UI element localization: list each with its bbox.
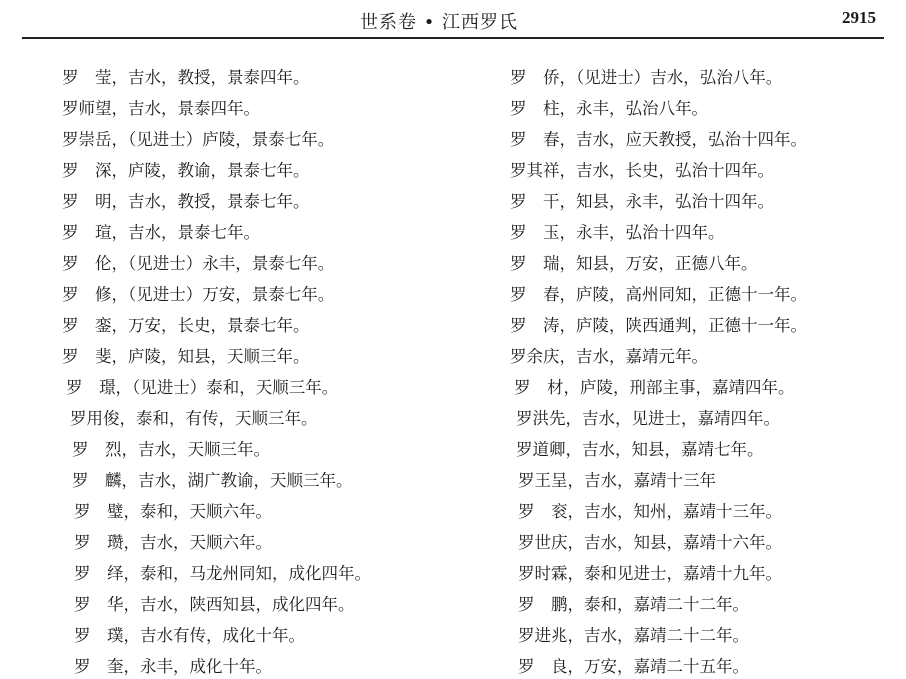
list-item: 罗 干，知县，永丰，弘治十四年。	[510, 192, 774, 211]
list-item: 罗时霖，泰和见进士，嘉靖十九年。	[518, 564, 782, 583]
list-item: 罗 柱，永丰，弘治八年。	[510, 99, 708, 118]
right-column	[510, 62, 900, 679]
list-item: 罗 璧，泰和，天顺六年。	[74, 502, 272, 521]
list-item: 罗其祥，吉水，长史，弘治十四年。	[510, 161, 774, 180]
list-item: 罗 斐，庐陵，知县，天顺三年。	[62, 347, 310, 366]
list-item: 罗 奎，永丰，成化十年。	[74, 657, 272, 676]
list-item: 罗 材，庐陵，刑部主事，嘉靖四年。	[514, 378, 795, 397]
list-item: 罗 春，吉水，应天教授，弘治十四年。	[510, 130, 807, 149]
list-item: 罗 涛，庐陵，陕西通判，正德十一年。	[510, 316, 807, 335]
list-item: 罗 春，庐陵，高州同知，正德十一年。	[510, 285, 807, 304]
list-item: 罗 绎，泰和，马龙州同知，成化四年。	[74, 564, 371, 583]
page-header	[0, 0, 906, 40]
list-item: 罗 鹏，泰和，嘉靖二十二年。	[518, 595, 749, 614]
list-item: 罗 銮，万安，长史，景泰七年。	[62, 316, 310, 335]
list-item: 罗 衮，吉水，知州，嘉靖十三年。	[518, 502, 782, 521]
list-item: 罗 玉，永丰，弘治十四年。	[510, 223, 725, 242]
list-item: 罗 麟，吉水，湖广教谕，天顺三年。	[72, 471, 353, 490]
list-item: 罗 侨，（见进士）吉水，弘治八年。	[510, 68, 783, 87]
list-item: 罗 璟，（见进士）泰和，天顺三年。	[66, 378, 339, 397]
section-title: 世系卷 • 江西罗氏	[360, 12, 519, 33]
list-item: 罗 瑞，知县，万安，正德八年。	[510, 254, 758, 273]
left-column	[62, 62, 482, 679]
list-item: 罗进兆，吉水，嘉靖二十二年。	[518, 626, 749, 645]
list-item: 罗师望，吉水，景泰四年。	[62, 99, 260, 118]
list-item: 罗用俊，泰和，有传，天顺三年。	[70, 409, 318, 428]
list-item: 罗 深，庐陵，教谕，景泰七年。	[62, 161, 310, 180]
list-item: 罗 瑄，吉水，景泰七年。	[62, 223, 260, 242]
list-item: 罗 伦，（见进士）永丰，景泰七年。	[62, 254, 335, 273]
list-item: 罗 修，（见进士）万安，景泰七年。	[62, 285, 335, 304]
list-item: 罗崇岳，（见进士）庐陵，景泰七年。	[62, 130, 335, 149]
list-item: 罗 华，吉水，陕西知县，成化四年。	[74, 595, 355, 614]
list-item: 罗 良，万安，嘉靖二十五年。	[518, 657, 749, 676]
list-item: 罗 瓒，吉水，天顺六年。	[74, 533, 272, 552]
list-item: 罗余庆，吉水，嘉靖元年。	[510, 347, 708, 366]
list-item: 罗 烈，吉水，天顺三年。	[72, 440, 270, 459]
list-item: 罗 莹，吉水，教授，景泰四年。	[62, 68, 310, 87]
header-divider	[22, 37, 884, 39]
list-item: 罗 璞，吉水有传，成化十年。	[74, 626, 305, 645]
page-number: 2915	[842, 8, 876, 27]
list-item: 罗王呈，吉水，嘉靖十三年	[518, 471, 716, 490]
list-item: 罗世庆，吉水，知县，嘉靖十六年。	[518, 533, 782, 552]
list-item: 罗道卿，吉水，知县，嘉靖七年。	[516, 440, 764, 459]
list-item: 罗 明，吉水，教授，景泰七年。	[62, 192, 310, 211]
list-item: 罗洪先，吉水，见进士，嘉靖四年。	[516, 409, 780, 428]
